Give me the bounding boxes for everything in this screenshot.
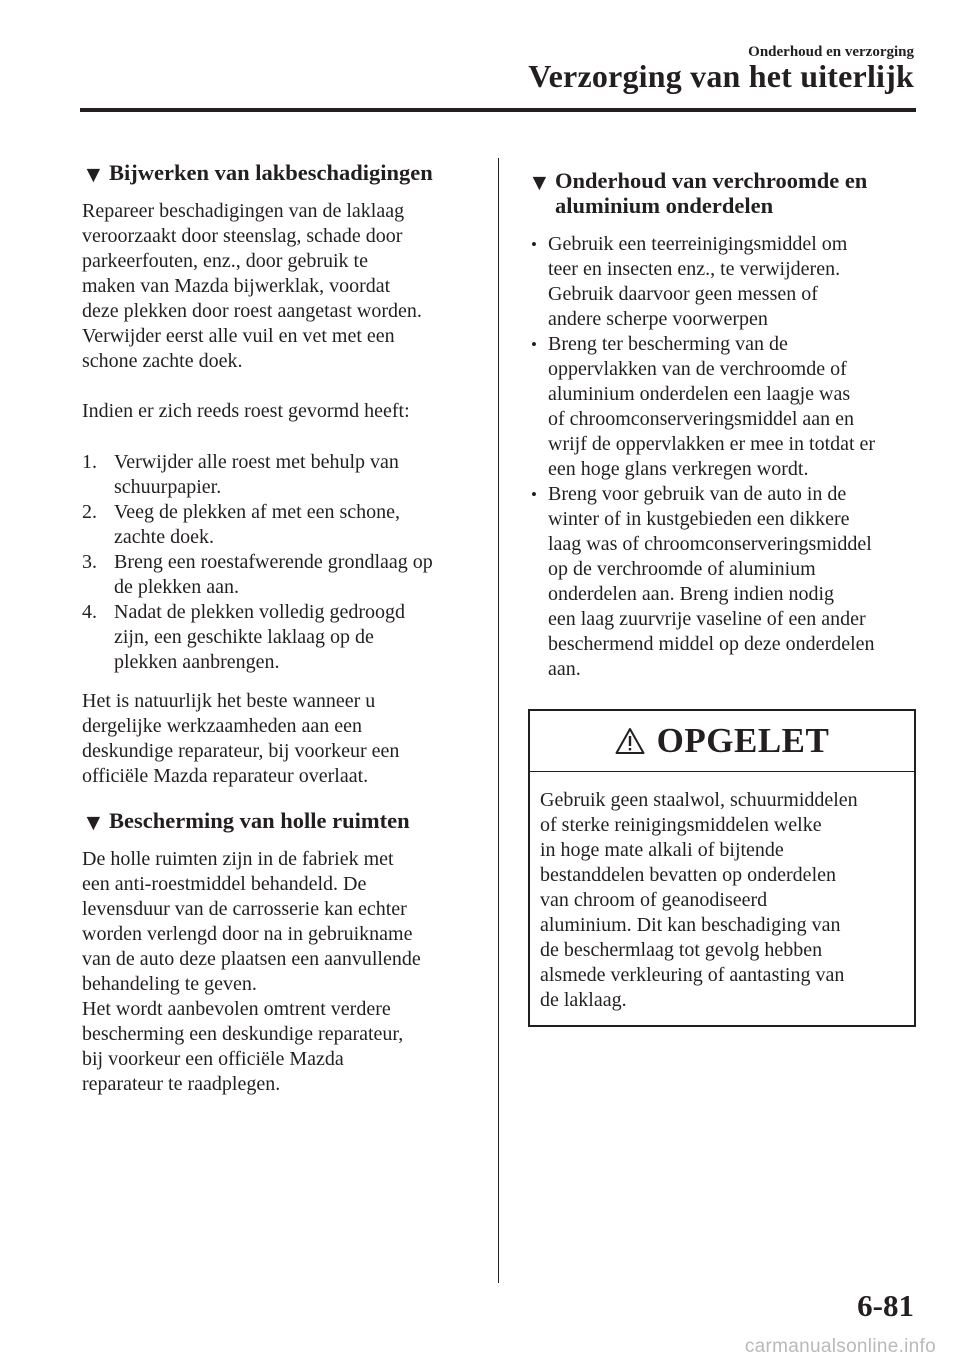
heading-text: aluminium onderdelen — [555, 193, 774, 218]
caution-header — [530, 711, 914, 772]
chrome-care-list — [528, 232, 920, 682]
text-line: zachte doek. — [114, 526, 214, 548]
text-line: zijn, een geschikte laklaag op de — [114, 626, 374, 648]
text-line: wrijf de oppervlakken er mee in totdat er — [548, 433, 876, 455]
text-line: in hoge mate alkali of bijtende — [540, 839, 784, 861]
text-line: officiële Mazda reparateur overlaat. — [82, 765, 369, 787]
heading-chrome-aluminium — [528, 168, 920, 218]
text-line: Verwijder eerst alle vuil en vet met een — [82, 325, 395, 347]
text-line: veroorzaakt door steenslag, schade door — [82, 225, 403, 247]
text-line: dergelijke werkzaamheden aan een — [82, 715, 363, 737]
text-line: Nadat de plekken volledig gedroogd — [114, 601, 406, 623]
list-item — [528, 232, 920, 332]
text-line: Breng een roestafwerende grondlaag op — [114, 551, 433, 573]
text-line: de beschermlaag tot gevolg hebben — [540, 939, 823, 961]
list-item — [82, 450, 477, 500]
column-divider — [498, 158, 499, 1283]
text-line: schone zachte doek. — [82, 350, 243, 372]
text-line: Gebruik een teerreinigingsmiddel om — [548, 233, 848, 255]
text-line: een hoge glans verkregen wordt. — [548, 458, 809, 480]
text-line: Breng ter bescherming van de — [548, 333, 788, 355]
step-number: 2. — [82, 501, 97, 523]
step-number: 1. — [82, 451, 97, 473]
text-line: behandeling te geven. — [82, 973, 257, 995]
list-item — [528, 332, 920, 482]
text-line: op de verchroomde of aluminium — [548, 558, 816, 580]
text-line: van de auto deze plaatsen een aanvullende — [82, 948, 421, 970]
bullet-icon: • — [531, 335, 537, 354]
rust-steps — [82, 450, 477, 675]
watermark: carmanualsonline.info — [744, 1336, 936, 1357]
text-line: andere scherpe voorwerpen — [548, 308, 768, 330]
left-column — [82, 160, 477, 1097]
text-line: laag was of chroomconserveringsmiddel — [548, 533, 872, 555]
touch-up-outro — [82, 689, 477, 789]
text-line: Het wordt aanbevolen omtrent verdere — [82, 998, 391, 1020]
triangle-marker-icon: ▼ — [528, 170, 551, 195]
text-line: Gebruik geen staalwol, schuurmiddelen — [540, 789, 858, 811]
text-line: levensduur van de carrosserie kan echter — [82, 898, 407, 920]
text-line: een anti-roestmiddel behandeld. De — [82, 873, 367, 895]
list-item — [82, 550, 477, 600]
caution-box — [528, 709, 916, 1027]
text-line: worden verlengd door na in gebruikname — [82, 923, 413, 945]
text-line: Het is natuurlijk het beste wanneer u — [82, 690, 376, 712]
warning-triangle-icon — [615, 727, 645, 755]
touch-up-intro — [82, 199, 477, 374]
caution-title: OPGELET — [656, 721, 830, 760]
text-line: deze plekken door roest aangetast worden. — [82, 300, 422, 322]
list-item — [82, 500, 477, 550]
heading-touch-up — [82, 160, 477, 185]
page-number: 6-81 — [857, 1288, 914, 1323]
heading-text: Bijwerken van lakbeschadigingen — [109, 160, 433, 185]
text-line: aan. — [548, 658, 581, 680]
heading-text: Onderhoud van verchroomde en — [555, 168, 868, 193]
text-line: Veeg de plekken af met een schone, — [114, 501, 400, 523]
step-number: 4. — [82, 601, 97, 623]
text-line: van chroom of geanodiseerd — [540, 889, 768, 911]
heading-text: Bescherming van holle ruimten — [109, 808, 410, 833]
bullet-icon: • — [531, 485, 537, 504]
text-line: winter of in kustgebieden een dikkere — [548, 508, 850, 530]
text-line: de laklaag. — [540, 989, 627, 1011]
text-line: Gebruik daarvoor geen messen of — [548, 283, 818, 305]
step-number: 3. — [82, 551, 97, 573]
text-line: of chroomconserveringsmiddel aan en — [548, 408, 855, 430]
bullet-icon: • — [531, 235, 537, 254]
text-line: beschermend middel op deze onderdelen — [548, 633, 875, 655]
right-column — [528, 168, 920, 682]
text-line: reparateur te raadplegen. — [82, 1073, 281, 1095]
heading-cavity-protection — [82, 808, 477, 833]
text-line: teer en insecten enz., te verwijderen. — [548, 258, 841, 280]
cavity-body — [82, 847, 477, 1097]
list-item — [528, 482, 920, 682]
text-line: Breng voor gebruik van de auto in de — [548, 483, 847, 505]
text-line: alsmede verkleuring of aantasting van — [540, 964, 845, 986]
text-line: Repareer beschadigingen van de laklaag — [82, 200, 405, 222]
rust-intro: Indien er zich reeds roest gevormd heeft: — [82, 400, 410, 422]
text-line: parkeerfouten, enz., door gebruik te — [82, 250, 368, 272]
text-line: deskundige reparateur, bij voorkeur een — [82, 740, 400, 762]
text-line: aluminium. Dit kan beschadiging van — [540, 914, 841, 936]
text-line: maken van Mazda bijwerklak, voordat — [82, 275, 391, 297]
text-line: bij voorkeur een officiële Mazda — [82, 1048, 344, 1070]
text-line: aluminium onderdelen een laagje was — [548, 383, 851, 405]
text-line: bestanddelen bevatten op onderdelen — [540, 864, 836, 886]
caution-text — [530, 772, 914, 1013]
text-line: oppervlakken van de verchroomde of — [548, 358, 847, 380]
text-line: onderdelen aan. Breng indien nodig — [548, 583, 835, 605]
text-line: schuurpapier. — [114, 476, 222, 498]
section-name: Onderhoud en verzorging — [748, 44, 914, 60]
text-line: bescherming een deskundige reparateur, — [82, 1023, 404, 1045]
text-line: de plekken aan. — [114, 576, 239, 598]
header-rule — [80, 108, 916, 112]
page-title: Verzorging van het uiterlijk — [528, 58, 914, 94]
triangle-marker-icon: ▼ — [82, 162, 105, 187]
text-line: een laag zuurvrije vaseline of een ander — [548, 608, 866, 630]
text-line: De holle ruimten zijn in de fabriek met — [82, 848, 394, 870]
triangle-marker-icon: ▼ — [82, 810, 105, 835]
list-item — [82, 600, 477, 675]
text-line: of sterke reinigingsmiddelen welke — [540, 814, 822, 836]
text-line: plekken aanbrengen. — [114, 651, 280, 673]
text-line: Verwijder alle roest met behulp van — [114, 451, 399, 473]
